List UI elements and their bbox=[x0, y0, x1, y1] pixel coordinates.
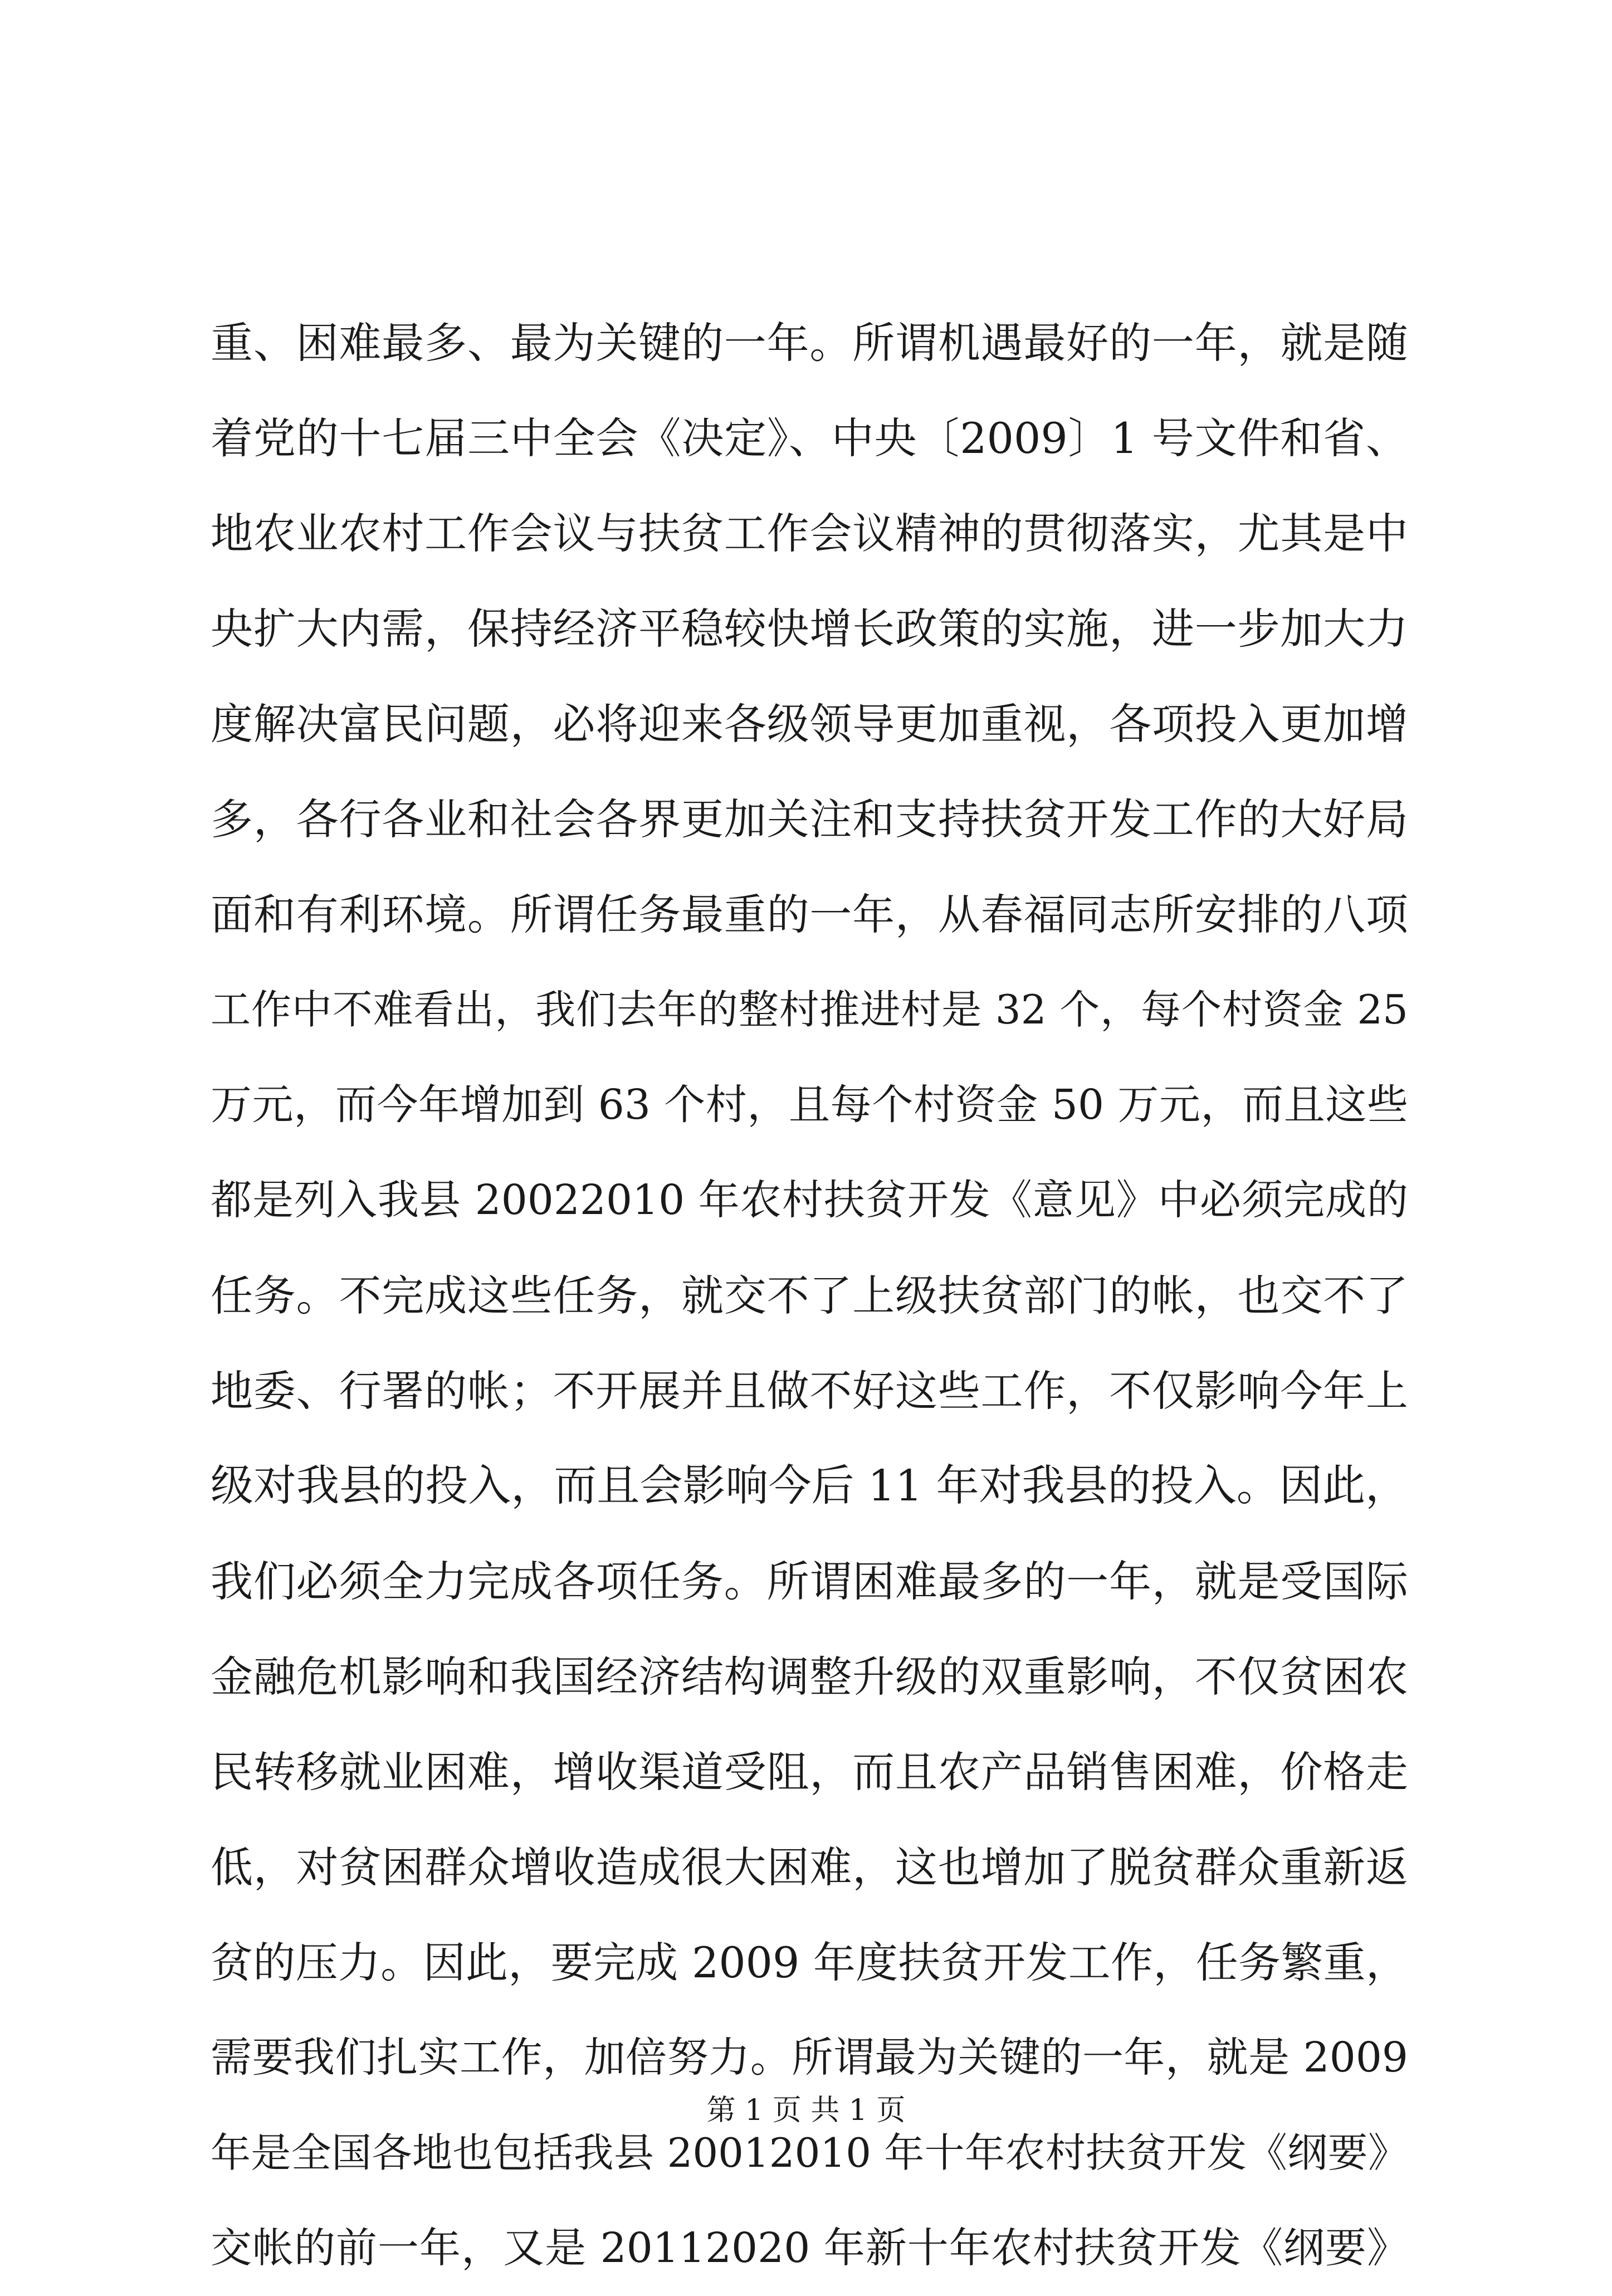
text-line-9: 万元，而今年增加到 63 个村，且每个村资金 50 万元，而且这些 bbox=[211, 1081, 1408, 1129]
text-line-16: 民转移就业困难，增收渠道受阻，而且农产品销售困难，价格走 bbox=[211, 1747, 1408, 1797]
text-line-12: 地委、行署的帐；不开展并且做不好这些工作，不仅影响今年上 bbox=[211, 1366, 1408, 1416]
body-text bbox=[211, 295, 1408, 2296]
text-line-2: 着党的十七届三中全会《决定》、中央〔2009〕1 号文件和省、 bbox=[211, 413, 1408, 463]
text-line-11: 任务。不完成这些任务，就交不了上级扶贫部门的帐，也交不了 bbox=[211, 1271, 1408, 1320]
text-line-20: 年是全国各地也包括我县 20012010 年十年农村扶贫开发《纲要》 bbox=[211, 2129, 1408, 2176]
text-line-17: 低，对贫困群众增收造成很大困难，这也增加了脱贫群众重新返 bbox=[211, 1842, 1408, 1892]
text-line-4: 央扩大内需，保持经济平稳较快增长政策的实施，进一步加大力 bbox=[211, 604, 1408, 654]
text-line-6: 多，各行各业和社会各界更加关注和支持扶贫开发工作的大好局 bbox=[211, 794, 1408, 844]
text-line-18: 贫的压力。因此，要完成 2009 年度扶贫开发工作，任务繁重， bbox=[211, 1938, 1408, 1987]
text-line-14: 我们必须全力完成各项任务。所谓困难最多的一年，就是受国际 bbox=[211, 1557, 1408, 1606]
text-line-21: 交帐的前一年，又是 20112020 年新十年农村扶贫开发《纲要》 bbox=[211, 2224, 1408, 2272]
text-line-3: 地农业农村工作会议与扶贫工作会议精神的贯彻落实，尤其是中 bbox=[211, 509, 1408, 558]
text-line-19: 需要我们扎实工作，加倍努力。所谓最为关键的一年，就是 2009 bbox=[211, 2034, 1408, 2081]
text-line-5: 度解决富民问题，必将迎来各级领导更加重视，各项投入更加增 bbox=[211, 699, 1408, 749]
text-line-8: 工作中不难看出，我们去年的整村推进村是 32 个，每个村资金 25 bbox=[211, 986, 1408, 1033]
page-number-footer: 第 1 页 共 1 页 bbox=[706, 2094, 906, 2127]
text-line-15: 金融危机影响和我国经济结构调整升级的双重影响，不仅贫困农 bbox=[211, 1652, 1408, 1702]
text-line-7: 面和有利环境。所谓任务最重的一年，从春福同志所安排的八项 bbox=[211, 890, 1408, 939]
text-line-13: 级对我县的投入，而且会影响今后 11 年对我县的投入。因此， bbox=[211, 1461, 1408, 1511]
text-line-10: 都是列入我县 20022010 年农村扶贫开发《意见》中必须完成的 bbox=[211, 1176, 1408, 1224]
text-line-1: 重、困难最多、最为关键的一年。所谓机遇最好的一年，就是随 bbox=[211, 318, 1408, 368]
